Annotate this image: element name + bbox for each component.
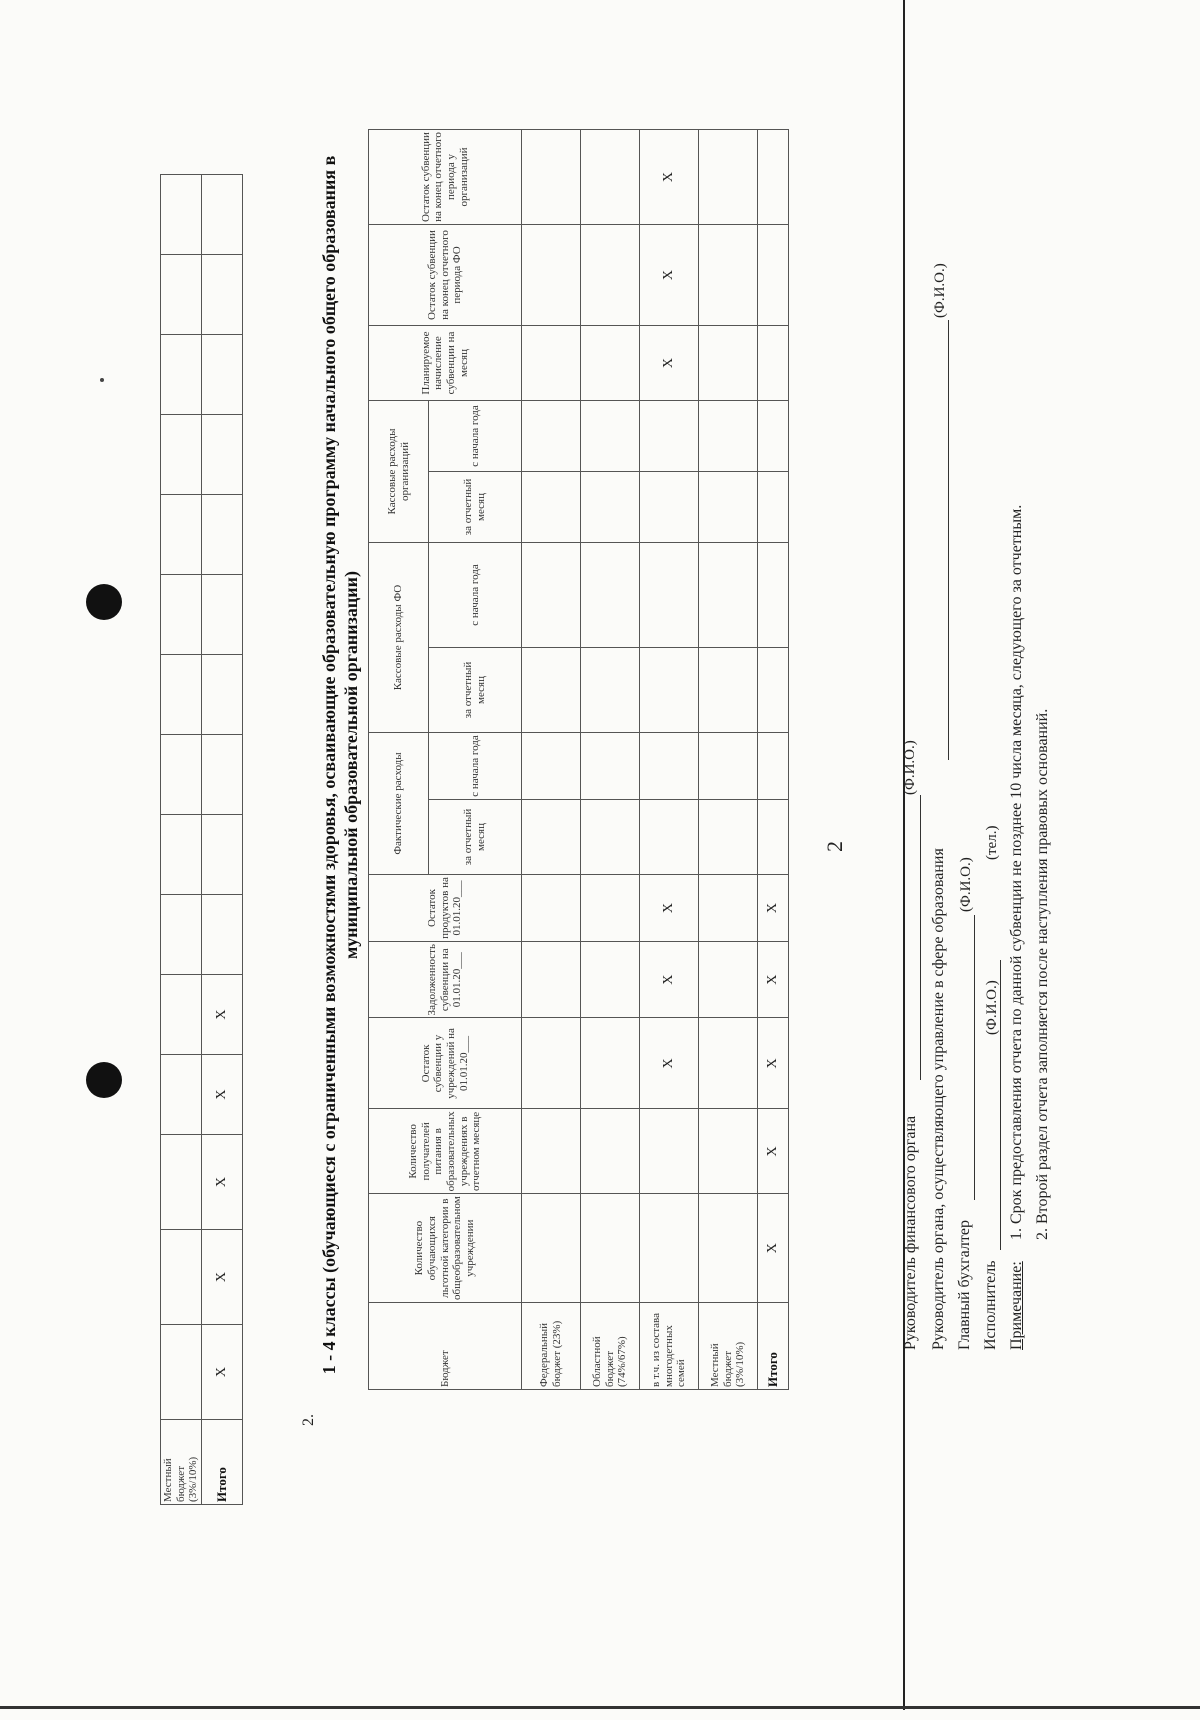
table-cell xyxy=(699,401,758,472)
table-cell xyxy=(522,1109,581,1194)
table-cell xyxy=(161,1055,202,1135)
table-cell xyxy=(758,225,789,326)
table-cell xyxy=(161,1325,202,1420)
table-cell xyxy=(161,175,202,255)
table-cell xyxy=(699,472,758,543)
row-label: Местный бюджет (3%/10%) xyxy=(161,1420,202,1505)
table-cell xyxy=(699,225,758,326)
table-cell xyxy=(758,130,789,225)
table-cell xyxy=(640,1109,699,1194)
page-number: 2 xyxy=(822,841,847,852)
table-cell xyxy=(522,1194,581,1303)
table-cell: X xyxy=(640,326,699,401)
table-row xyxy=(758,130,789,1390)
header-cash-org: Кассовые расходы организаций xyxy=(369,401,429,543)
table-cell xyxy=(202,815,243,895)
table-cell xyxy=(640,800,699,875)
table-cell xyxy=(581,472,640,543)
header-cash-org-month: за отчетный месяц xyxy=(429,472,522,543)
table-cell xyxy=(161,575,202,655)
signature-line xyxy=(920,795,921,1080)
table-cell: X xyxy=(202,975,243,1055)
table-cell xyxy=(758,800,789,875)
previous-table xyxy=(160,174,243,1505)
table-cell xyxy=(699,733,758,800)
table-row xyxy=(581,130,640,1390)
table-cell xyxy=(699,1018,758,1109)
note-2: 2. Второй раздел отчета заполняется после наступления правовых оснований. xyxy=(1034,708,1051,1240)
table-cell xyxy=(640,543,699,648)
header-row xyxy=(369,130,429,1390)
table-cell: X xyxy=(202,1055,243,1135)
table-row xyxy=(699,130,758,1390)
table-cell xyxy=(522,401,581,472)
fio-label: (Ф.И.О.) xyxy=(932,263,948,318)
table-cell xyxy=(161,1135,202,1230)
table-cell xyxy=(161,735,202,815)
section-number: 2. xyxy=(300,1414,317,1426)
table-cell xyxy=(581,800,640,875)
table-cell xyxy=(522,543,581,648)
table-cell xyxy=(161,335,202,415)
table-cell xyxy=(640,648,699,733)
table-cell xyxy=(161,255,202,335)
header-balance-org-end: Остаток субвенции на конец отчетного периода у организаций xyxy=(369,130,522,225)
table-cell xyxy=(758,648,789,733)
table-cell xyxy=(758,733,789,800)
table-cell xyxy=(161,415,202,495)
table-cell xyxy=(758,326,789,401)
table-cell xyxy=(161,895,202,975)
row-label: Федеральный бюджет (23%) xyxy=(522,1303,581,1390)
table-cell xyxy=(202,175,243,255)
header-cash-fo-month: за отчетный месяц xyxy=(429,648,522,733)
signature-head-edu: Руководитель органа, осуществляющего управление в сфере образования xyxy=(930,848,947,1350)
fio-label: (Ф.И.О.) xyxy=(958,857,974,912)
table-cell xyxy=(202,895,243,975)
table-cell xyxy=(699,326,758,401)
header-cash-org-year: с начала года xyxy=(429,401,522,472)
table-cell xyxy=(522,733,581,800)
header-cash-fo-year: с начала года xyxy=(429,543,522,648)
row-label: Итого xyxy=(202,1420,243,1505)
table-cell: X xyxy=(640,130,699,225)
table-cell: X xyxy=(640,1018,699,1109)
header-count-recipients: Количество получателей питания в образовательных учреждениях в отчетном месяце xyxy=(369,1109,522,1194)
note-label: Примечание: xyxy=(1008,1261,1025,1350)
table-cell xyxy=(202,735,243,815)
table-cell xyxy=(522,648,581,733)
table-cell xyxy=(202,655,243,735)
note-1: 1. Срок предоставления отчета по данной субвенции не позднее 10 числа месяца, следующего за отчетным. xyxy=(1008,504,1025,1240)
table-cell xyxy=(699,543,758,648)
row-label: Местный бюджет (3%/10%) xyxy=(699,1303,758,1390)
table-cell xyxy=(202,495,243,575)
table-cell: X xyxy=(640,225,699,326)
table-cell xyxy=(640,1194,699,1303)
table-cell xyxy=(699,800,758,875)
table-cell xyxy=(581,942,640,1018)
table-cell xyxy=(581,543,640,648)
header-budget: Бюджет xyxy=(369,1303,522,1390)
header-count-students: Количество обучающихся льготной категории в общеобразовательном учреждении xyxy=(369,1194,522,1303)
table-row xyxy=(640,130,699,1390)
signature-executor: Исполнитель xyxy=(982,1260,999,1350)
table-cell xyxy=(581,733,640,800)
header-debt: Задолженность субвенции на 01.01.20___ xyxy=(369,942,522,1018)
table-cell xyxy=(202,255,243,335)
fio-label: (Ф.И.О.) xyxy=(902,740,918,795)
table-cell: X xyxy=(640,942,699,1018)
table-cell xyxy=(581,1109,640,1194)
table-cell xyxy=(522,225,581,326)
table-cell: X xyxy=(758,1018,789,1109)
page-border-vertical xyxy=(903,0,905,1710)
header-planned: Планируемое начисление субвенции на месяц xyxy=(369,326,522,401)
table-cell xyxy=(581,1194,640,1303)
main-table xyxy=(368,129,789,1390)
table-cell xyxy=(699,130,758,225)
table-cell xyxy=(161,815,202,895)
table-cell xyxy=(581,326,640,401)
table-cell xyxy=(161,655,202,735)
table-cell: X xyxy=(758,1194,789,1303)
section-title: 1 - 4 классы (обучающиеся с ограниченными возможностями здоровья, осваивающие образовательную программу начального общего образования в муниципальной образовательной организации) xyxy=(319,155,361,1375)
header-balance-institutions: Остаток субвенции у учреждений на 01.01.20___ xyxy=(369,1018,522,1109)
table-cell: X xyxy=(202,1135,243,1230)
table-cell xyxy=(161,1230,202,1325)
table-row xyxy=(202,175,243,1505)
table-cell xyxy=(202,415,243,495)
table-cell xyxy=(581,130,640,225)
table-cell xyxy=(758,401,789,472)
table-cell xyxy=(522,875,581,942)
table-cell xyxy=(522,130,581,225)
table-cell xyxy=(522,800,581,875)
header-cash-fo: Кассовые расходы ФО xyxy=(369,543,429,733)
table-cell xyxy=(522,472,581,543)
table-cell: X xyxy=(758,875,789,942)
table-cell: X xyxy=(758,1109,789,1194)
table-cell xyxy=(522,1018,581,1109)
table-cell xyxy=(640,472,699,543)
table-cell xyxy=(699,1194,758,1303)
signature-line xyxy=(948,320,949,760)
table-cell xyxy=(522,942,581,1018)
header-actual-expenses: Фактические расходы xyxy=(369,733,429,875)
table-cell xyxy=(581,648,640,733)
table-cell xyxy=(640,401,699,472)
table-cell xyxy=(699,648,758,733)
table-cell xyxy=(522,326,581,401)
table-cell xyxy=(758,543,789,648)
table-cell xyxy=(581,875,640,942)
signature-chief-accountant: Главный бухгалтер xyxy=(956,1220,973,1350)
table-cell: X xyxy=(758,942,789,1018)
table-cell: X xyxy=(640,875,699,942)
table-cell xyxy=(758,472,789,543)
table-cell xyxy=(640,733,699,800)
table-cell xyxy=(581,401,640,472)
row-label: Итого xyxy=(758,1303,789,1390)
table-cell: X xyxy=(202,1325,243,1420)
table-row xyxy=(161,175,202,1505)
row-label: Областной бюджет (74%/67%) xyxy=(581,1303,640,1390)
header-actual-year: с начала года xyxy=(429,733,522,800)
table-cell: X xyxy=(202,1230,243,1325)
table-cell xyxy=(581,1018,640,1109)
header-actual-month: за отчетный месяц xyxy=(429,800,522,875)
header-balance-fo-end: Остаток субвенции на конец отчетного периода ФО xyxy=(369,225,522,326)
table-cell xyxy=(161,975,202,1055)
fio-label: (Ф.И.О.) xyxy=(984,980,1000,1035)
table-cell xyxy=(581,225,640,326)
table-cell xyxy=(699,1109,758,1194)
table-cell xyxy=(699,875,758,942)
row-label: в т.ч. из состава многодетных семей xyxy=(640,1303,699,1390)
table-row xyxy=(522,130,581,1390)
table-cell xyxy=(202,575,243,655)
table-cell xyxy=(699,942,758,1018)
header-balance-products: Остаток продуктов на 01.01.20___ xyxy=(369,875,522,942)
signature-line xyxy=(974,915,975,1200)
table-cell xyxy=(202,335,243,415)
signature-head-fin: Руководитель финансового органа xyxy=(902,1115,919,1350)
table-cell xyxy=(161,495,202,575)
tel-label: (тел.) xyxy=(984,825,1000,860)
